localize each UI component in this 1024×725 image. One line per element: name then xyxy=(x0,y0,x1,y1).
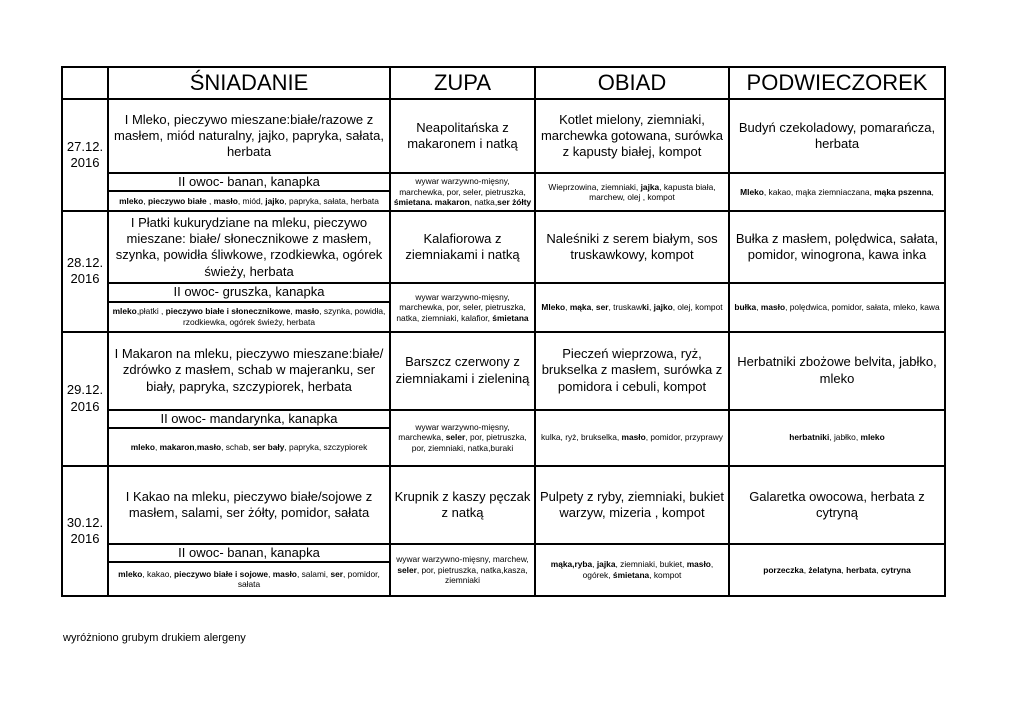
dinner-allergens: Wieprzowina, ziemniaki, jajka, kapusta biała, marchew, olej , kompot xyxy=(535,173,729,211)
header-snack: PODWIECZOREK xyxy=(729,67,945,99)
dinner-allergens: Mleko, mąka, ser, truskawki, jajko, olej, kompot xyxy=(535,283,729,331)
header-soup: ZUPA xyxy=(390,67,535,99)
date-year: 2016 xyxy=(70,530,100,546)
snack-main: Budyń czekoladowy, pomarańcza, herbata xyxy=(729,99,945,173)
soup-main: Krupnik z kaszy pęczak z natką xyxy=(390,466,535,544)
breakfast-second: II owoc- gruszka, kanapka xyxy=(108,283,390,301)
day-row xyxy=(62,99,945,173)
date-year: 2016 xyxy=(70,271,100,287)
date-cell xyxy=(62,99,108,211)
header-date xyxy=(62,67,108,99)
date-day: 29.12. xyxy=(66,382,104,398)
dinner-allergens: kulka, ryż, brukselka, masło, pomidor, przyprawy xyxy=(535,410,729,466)
dinner-main: Pulpety z ryby, ziemniaki, bukiet warzyw, mizeria , kompot xyxy=(535,466,729,544)
snack-allergens: herbatniki, jabłko, mleko xyxy=(729,410,945,466)
snack-main: Bułka z masłem, polędwica, sałata, pomidor, winogrona, kawa inka xyxy=(729,211,945,283)
day-row xyxy=(62,332,945,410)
soup-allergens: wywar warzywno-mięsny, marchewka, por, seler, pietruszka, śmietana. makaron, natka,ser żółty xyxy=(390,173,535,211)
dinner-main: Kotlet mielony, ziemniaki, marchewka gotowana, surówka z kapusty białej, kompot xyxy=(535,99,729,173)
date-cell xyxy=(62,211,108,331)
breakfast-allergens: mleko,płatki , pieczywo białe i słonecznikowe, masło, szynka, powidła, rzodkiewka, ogórek świeży, herbata xyxy=(108,302,390,332)
snack-main: Galaretka owocowa, herbata z cytryną xyxy=(729,466,945,544)
date-day: 28.12. xyxy=(66,255,104,271)
snack-allergens: porzeczka, żelatyna, herbata, cytryna xyxy=(729,544,945,596)
dinner-main: Pieczeń wieprzowa, ryż, brukselka z masłem, surówka z pomidora i cebuli, kompot xyxy=(535,332,729,410)
day-row-second xyxy=(62,173,945,191)
day-row-second xyxy=(62,410,945,428)
date-year: 2016 xyxy=(70,398,100,414)
header-dinner: OBIAD xyxy=(535,67,729,99)
breakfast-second: II owoc- mandarynka, kanapka xyxy=(108,410,390,428)
snack-allergens: bułka, masło, polędwica, pomidor, sałata, mleko, kawa xyxy=(729,283,945,331)
snack-main: Herbatniki zbożowe belvita, jabłko, mleko xyxy=(729,332,945,410)
header-row xyxy=(62,67,945,99)
breakfast-main: I Płatki kukurydziane na mleku, pieczywo mieszane: białe/ słonecznikowe z masłem, szynka, powidła śliwkowe, rzodkiewka, ogórek świeży, herbata xyxy=(108,211,390,283)
date-day: 27.12. xyxy=(66,138,104,154)
header-breakfast: ŚNIADANIE xyxy=(108,67,390,99)
dinner-main: Naleśniki z serem białym, sos truskawkowy, kompot xyxy=(535,211,729,283)
breakfast-allergens: mleko, pieczywo białe , masło, miód, jajko, papryka, sałata, herbata xyxy=(108,191,390,211)
date-year: 2016 xyxy=(70,155,100,171)
day-row xyxy=(62,211,945,283)
soup-main: Kalafiorowa z ziemniakami i natką xyxy=(390,211,535,283)
breakfast-main: I Kakao na mleku, pieczywo białe/sojowe z masłem, salami, ser żółty, pomidor, sałata xyxy=(108,466,390,544)
date-day: 30.12. xyxy=(66,514,104,530)
breakfast-main: I Makaron na mleku, pieczywo mieszane:białe/ zdrówko z masłem, schab w majeranku, ser biały, papryka, szczypiorek, herbata xyxy=(108,332,390,410)
date-cell xyxy=(62,466,108,596)
day-row-second xyxy=(62,544,945,562)
menu-table xyxy=(61,66,946,597)
day-row-second xyxy=(62,283,945,301)
day-row xyxy=(62,466,945,544)
soup-main: Neapolitańska z makaronem i natką xyxy=(390,99,535,173)
allergen-footnote: wyróżniono grubym drukiem alergeny xyxy=(63,632,246,644)
dinner-allergens: mąka,ryba, jajka, ziemniaki, bukiet, masło, ogórek, śmietana, kompot xyxy=(535,544,729,596)
breakfast-second: II owoc- banan, kanapka xyxy=(108,173,390,191)
date-cell xyxy=(62,332,108,466)
breakfast-second: II owoc- banan, kanapka xyxy=(108,544,390,562)
soup-main: Barszcz czerwony z ziemniakami i zieleniną xyxy=(390,332,535,410)
breakfast-allergens: mleko, kakao, pieczywo białe i sojowe, masło, salami, ser, pomidor, sałata xyxy=(108,562,390,596)
breakfast-main: I Mleko, pieczywo mieszane:białe/razowe z masłem, miód naturalny, jajko, papryka, sałata, herbata xyxy=(108,99,390,173)
soup-allergens: wywar warzywno-mięsny, marchewka, por, seler, pietruszka, natka, ziemniaki, kalafior, śmietana xyxy=(390,283,535,331)
soup-allergens: wywar warzywno-mięsny, marchew, seler, por, pietruszka, natka,kasza, ziemniaki xyxy=(390,544,535,596)
soup-allergens: wywar warzywno-mięsny, marchewka, seler, por, pietruszka, por, ziemniaki, natka,buraki xyxy=(390,410,535,466)
snack-allergens: Mleko, kakao, mąka ziemniaczana, mąka pszenna, xyxy=(729,173,945,211)
breakfast-allergens: mleko, makaron,masło, schab, ser bały, papryka, szczypiorek xyxy=(108,428,390,466)
